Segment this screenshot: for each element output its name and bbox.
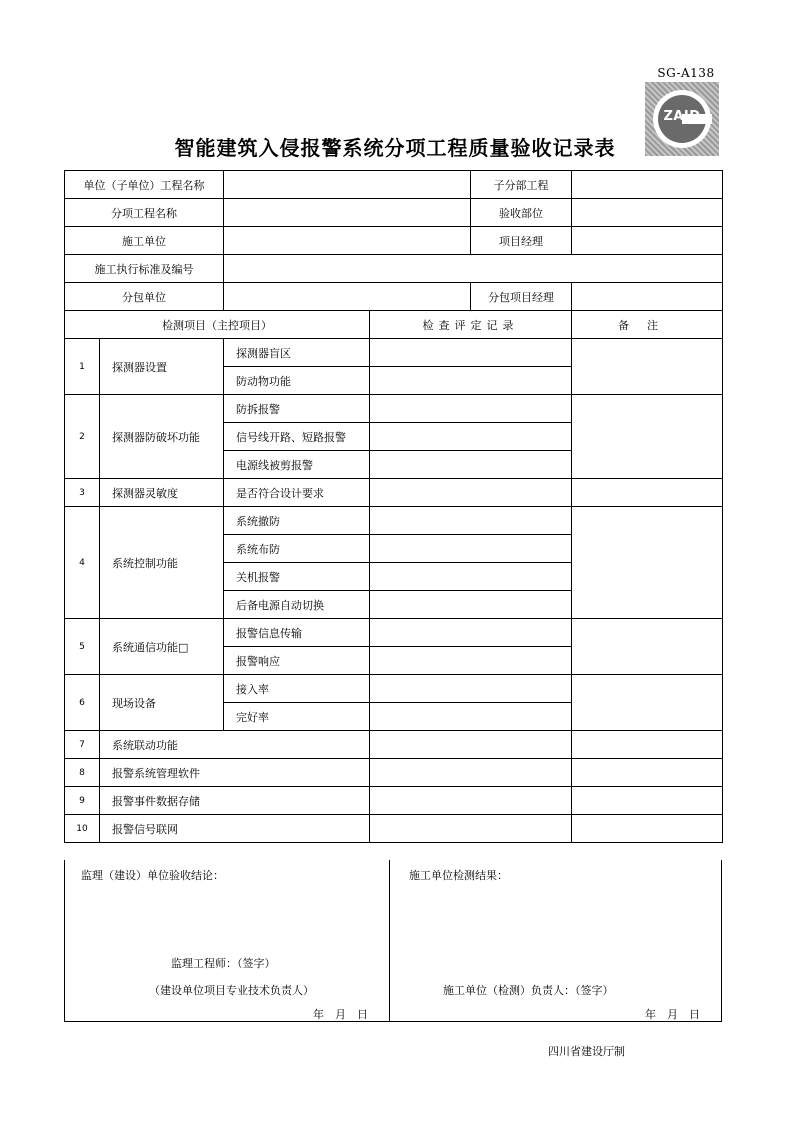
- item-number: 1: [65, 339, 100, 395]
- record-cell[interactable]: [370, 339, 572, 367]
- item-name: 探测器设置: [100, 339, 224, 395]
- item-number: 7: [65, 731, 100, 759]
- sub-item-name: 电源线被剪报警: [224, 451, 370, 479]
- item-row: [65, 507, 723, 535]
- sub-item-name: 报警信息传输: [224, 619, 370, 647]
- item-number: 5: [65, 619, 100, 675]
- item-name: 系统联动功能: [100, 731, 370, 759]
- remarks-cell[interactable]: [572, 619, 723, 675]
- record-cell[interactable]: [370, 619, 572, 647]
- conclusion-divider: [389, 860, 390, 1021]
- issuer-footer: 四川省建设厅制: [548, 1045, 625, 1058]
- sub-item-name: 关机报警: [224, 563, 370, 591]
- item-number: 10: [65, 815, 100, 843]
- sub-item-name: 是否符合设计要求: [224, 479, 370, 507]
- sub-item-name: 系统布防: [224, 535, 370, 563]
- record-cell[interactable]: [370, 479, 572, 507]
- remarks-cell[interactable]: [572, 507, 723, 619]
- item-row: [65, 619, 723, 647]
- supervisor-date: 年 月 日: [313, 1008, 368, 1021]
- sub-division-label: 子分部工程: [471, 171, 572, 199]
- item-row: [65, 787, 723, 815]
- remarks-cell[interactable]: [572, 759, 723, 787]
- unit-project-label: 单位（子单位）工程名称: [65, 171, 224, 199]
- record-cell[interactable]: [370, 395, 572, 423]
- item-name: 探测器防破坏功能: [100, 395, 224, 479]
- unit-project-value[interactable]: [224, 171, 471, 199]
- item-name: 系统通信功能□: [100, 619, 224, 675]
- sub-division-value[interactable]: [572, 171, 723, 199]
- construction-date: 年 月 日: [645, 1008, 700, 1021]
- item-row: [65, 815, 723, 843]
- sub-item-name: 防动物功能: [224, 367, 370, 395]
- record-column-header: 检查评定记录: [370, 311, 572, 339]
- record-cell[interactable]: [370, 647, 572, 675]
- project-manager-label: 项目经理: [471, 227, 572, 255]
- column-header-row: [65, 311, 723, 339]
- header-row-4: [65, 255, 723, 283]
- sub-item-name: 报警响应: [224, 647, 370, 675]
- item-number: 9: [65, 787, 100, 815]
- remarks-cell[interactable]: [572, 339, 723, 395]
- item-row: [65, 759, 723, 787]
- supervisor-sign-label: 监理工程师：（签字）: [171, 957, 276, 970]
- logo-text: ZAJD: [663, 109, 701, 124]
- conclusion-section: [64, 860, 722, 1022]
- construction-result-label: 施工单位检测结果：: [409, 869, 508, 882]
- sub-item-name: 完好率: [224, 703, 370, 731]
- subcontract-manager-label: 分包项目经理: [471, 283, 572, 311]
- record-cell[interactable]: [370, 535, 572, 563]
- record-cell[interactable]: [370, 507, 572, 535]
- record-cell[interactable]: [370, 703, 572, 731]
- item-row: [65, 731, 723, 759]
- subcontract-unit-label: 分包单位: [65, 283, 224, 311]
- record-cell[interactable]: [370, 759, 572, 787]
- record-cell[interactable]: [370, 731, 572, 759]
- remarks-cell[interactable]: [572, 787, 723, 815]
- record-cell[interactable]: [370, 815, 572, 843]
- record-cell[interactable]: [370, 367, 572, 395]
- item-name: 报警事件数据存储: [100, 787, 370, 815]
- item-name: 报警信号联网: [100, 815, 370, 843]
- item-project-label: 分项工程名称: [65, 199, 224, 227]
- page-title: 智能建筑入侵报警系统分项工程质量验收记录表: [174, 136, 616, 160]
- sub-item-name: 信号线开路、短路报警: [224, 423, 370, 451]
- item-name: 现场设备: [100, 675, 224, 731]
- supervisor-note: （建设单位项目专业技术负责人）: [149, 984, 314, 997]
- item-number: 8: [65, 759, 100, 787]
- remarks-cell[interactable]: [572, 815, 723, 843]
- header-row-1: [65, 171, 723, 199]
- acceptance-part-value[interactable]: [572, 199, 723, 227]
- record-cell[interactable]: [370, 451, 572, 479]
- standard-label: 施工执行标准及编号: [65, 255, 224, 283]
- remarks-cell[interactable]: [572, 675, 723, 731]
- header-row-2: [65, 199, 723, 227]
- record-cell[interactable]: [370, 563, 572, 591]
- standard-value[interactable]: [224, 255, 723, 283]
- project-manager-value[interactable]: [572, 227, 723, 255]
- acceptance-part-label: 验收部位: [471, 199, 572, 227]
- inspection-table: [64, 170, 722, 843]
- subcontract-unit-value[interactable]: [224, 283, 471, 311]
- item-name: 系统控制功能: [100, 507, 224, 619]
- item-name: 报警系统管理软件: [100, 759, 370, 787]
- item-row: [65, 479, 723, 507]
- item-number: 4: [65, 507, 100, 619]
- sub-item-name: 系统撤防: [224, 507, 370, 535]
- item-number: 3: [65, 479, 100, 507]
- remarks-cell[interactable]: [572, 395, 723, 479]
- sub-item-name: 探测器盲区: [224, 339, 370, 367]
- form-code: SG-A138: [657, 66, 715, 80]
- item-project-value[interactable]: [224, 199, 471, 227]
- item-row: [65, 675, 723, 703]
- item-row: [65, 339, 723, 367]
- item-number: 6: [65, 675, 100, 731]
- sub-item-name: 防拆报警: [224, 395, 370, 423]
- sub-item-name: 接入率: [224, 675, 370, 703]
- supervision-conclusion-label: 监理（建设）单位验收结论：: [81, 869, 224, 882]
- item-row: [65, 395, 723, 423]
- item-number: 2: [65, 395, 100, 479]
- header-row-3: [65, 227, 723, 255]
- record-cell[interactable]: [370, 675, 572, 703]
- subcontract-manager-value[interactable]: [572, 283, 723, 311]
- sub-item-name: 后备电源自动切换: [224, 591, 370, 619]
- item-name: 探测器灵敏度: [100, 479, 224, 507]
- items-column-header: 检测项目（主控项目）: [65, 311, 370, 339]
- construction-sign-label: 施工单位（检测）负责人：（签字）: [443, 984, 614, 997]
- record-cell[interactable]: [370, 423, 572, 451]
- record-cell[interactable]: [370, 591, 572, 619]
- record-cell[interactable]: [370, 787, 572, 815]
- remarks-column-header: 备注: [572, 311, 723, 339]
- remarks-cell[interactable]: [572, 731, 723, 759]
- header-row-5: [65, 283, 723, 311]
- construction-unit-value[interactable]: [224, 227, 471, 255]
- remarks-cell[interactable]: [572, 479, 723, 507]
- construction-unit-label: 施工单位: [65, 227, 224, 255]
